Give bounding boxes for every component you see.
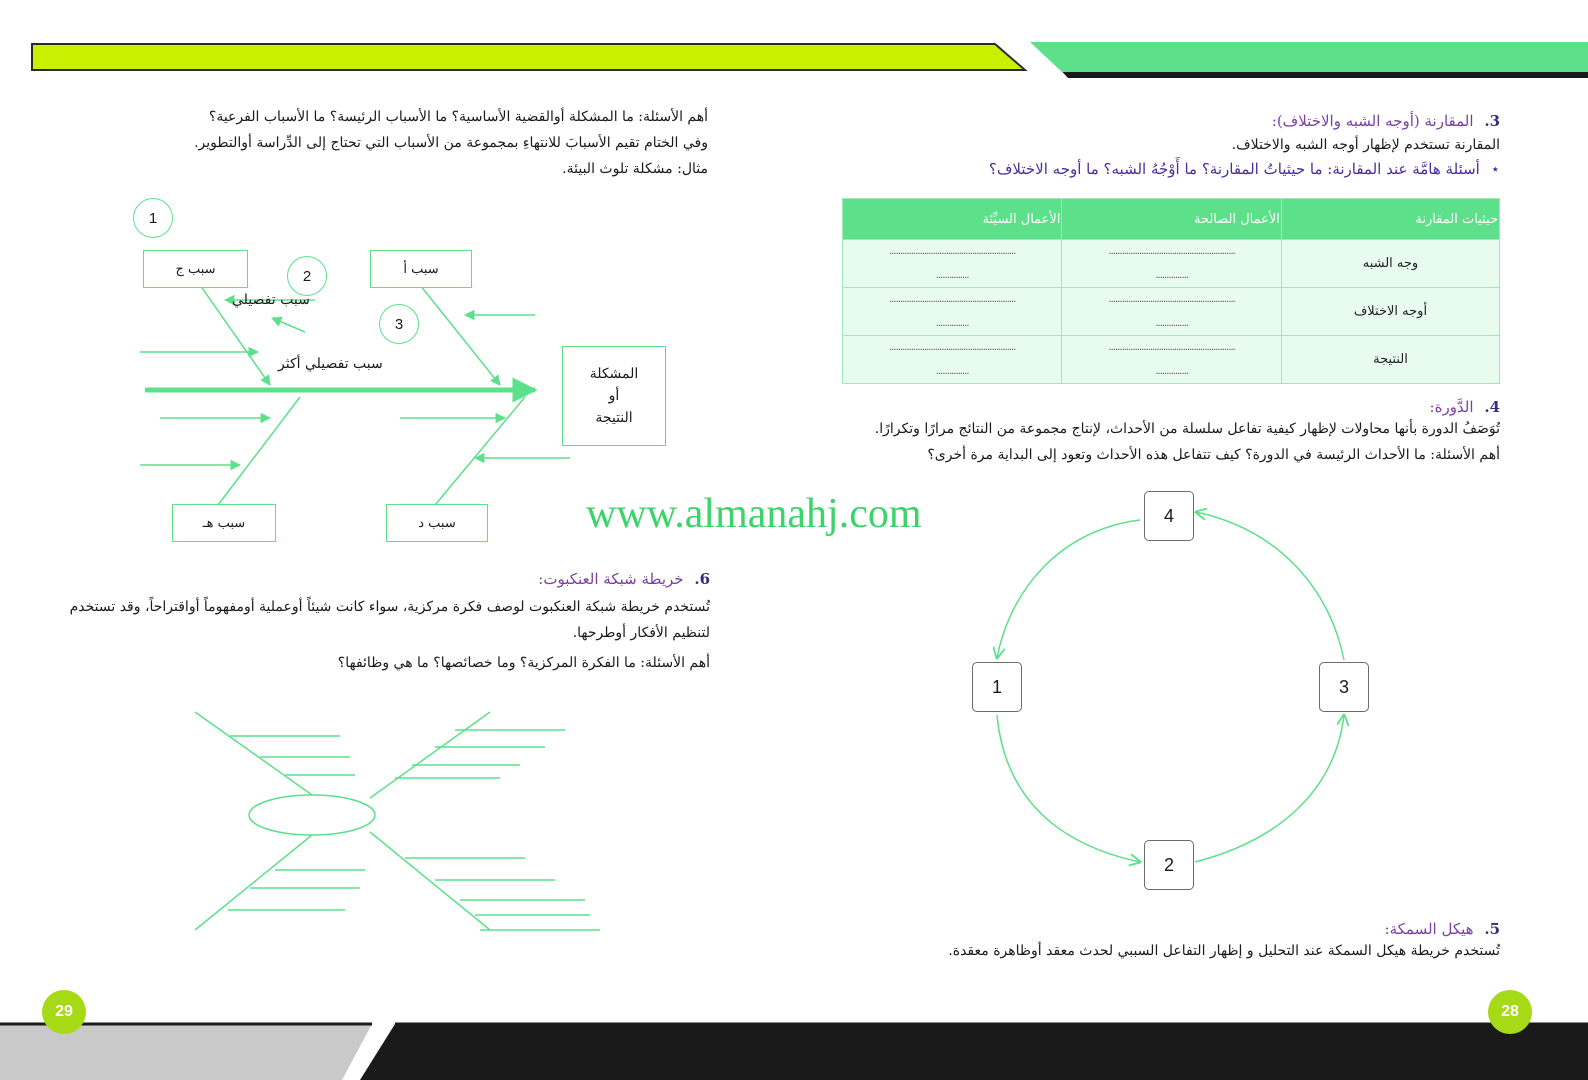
problem-line-1: المشكلة [589, 366, 639, 382]
fishbone-question: أهم الأسئلة: ما المشكلة أوالقضية الأساسية؟ ما الأسباب الرئيسة؟ ما الأسباب الفرعية؟ [208, 109, 708, 125]
answer-cell[interactable]: .......................................................... ............... [843, 240, 1062, 288]
table-header-bad-deeds: الأعمال السيِّئة [843, 199, 1062, 240]
spider-number: 6. [694, 570, 710, 588]
cause-e-box: سبب هـ [172, 504, 276, 542]
comparison-section [850, 112, 1500, 178]
problem-line-2: أو [608, 388, 620, 404]
comparison-number: 3. [1484, 112, 1500, 130]
fishbone-paragraph: وفي الختام تقيم الأسبابَ للانتهاءِ بمجموعة من الأسباب التي تحتاج إلى الدِّراسة أوالتطوير. [194, 135, 708, 151]
fish-skeleton-number: 5. [1484, 920, 1500, 938]
table-row [843, 288, 1500, 336]
fishbone-example: مثال: مشكلة تلوث البيئة. [562, 161, 708, 177]
fish-skeleton-heading [840, 920, 1500, 938]
comparison-question [850, 160, 1500, 178]
fish-skeleton-section [840, 920, 1500, 964]
answer-cell[interactable]: .......................................................... ............... [1062, 336, 1281, 384]
cycle-question: أهم الأسئلة: ما الأحداث الرئيسة في الدورة؟ كيف تتفاعل هذه الأحداث وتعود إلى البداية مرة أخرى؟ [927, 447, 1500, 463]
comparison-question-text: أسئلة هامَّة عند المقارنة: ما حيثياتُ المقارنة؟ ما أَوْجُهُ الشبه؟ ما أوجه الاختلاف؟ [988, 160, 1480, 178]
cycle-section [840, 398, 1500, 468]
detail-cause-label: سبب تفصيلي [232, 292, 310, 308]
row-label-differences: أوجه الاختلاف [1281, 288, 1499, 336]
problem-line-3: النتيجة [595, 410, 633, 426]
table-header-aspects: حيثيات المقارنة [1281, 199, 1499, 240]
cycle-step-2: 2 [1144, 840, 1194, 890]
answer-cell[interactable]: .......................................................... ............... [843, 288, 1062, 336]
fishbone-number-2: 2 [287, 256, 327, 296]
answer-cell[interactable]: .......................................................... ............... [1062, 240, 1281, 288]
spider-heading [60, 570, 710, 588]
cycle-number: 4. [1484, 398, 1500, 416]
cycle-paragraph: تُوَصَفُ الدورة بأنها محاولات لإظهار كيفية تفاعل سلسلة من الأحداث، لإنتاج مجموعة من النتائج مرارًا وتكرارًا. [874, 421, 1500, 437]
cause-d-box: سبب د [386, 504, 488, 542]
more-detail-cause-label: سبب تفصيلي أكثر [278, 356, 383, 372]
spider-paragraph-2: لتنظيم الأفكار أوطرحها. [572, 625, 710, 641]
cycle-heading [840, 398, 1500, 416]
spider-paragraph-1: تُستخدم خريطة شبكة العنكبوت لوصف فكرة مركزية، سواء كانت شيئاً أوعملية أومفهوماً أواقتراحاً، وقد تستخدم [69, 599, 710, 615]
comparison-table [842, 198, 1500, 384]
comparison-title: المقارنة (أوجه الشبه والاختلاف): [1271, 112, 1474, 130]
watermark: www.almanahj.com [586, 491, 922, 537]
spider-diagram [190, 700, 610, 940]
cycle-step-4: 4 [1144, 491, 1194, 541]
page-number-right: 28 [1488, 990, 1532, 1034]
table-header-row [843, 199, 1500, 240]
spider-section [60, 570, 710, 676]
answer-cell[interactable]: .......................................................... ............... [1062, 288, 1281, 336]
cause-a-box: سبب أ [370, 250, 472, 288]
header-bars [0, 0, 1588, 90]
star-icon: ⋆ [1490, 160, 1500, 178]
spider-title: خريطة شبكة العنكبوت: [538, 570, 684, 588]
row-label-result: النتيجة [1281, 336, 1499, 384]
cause-c-box: سبب ج [143, 250, 248, 288]
fish-skeleton-paragraph: تُستخدم خريطة هيكل السمكة عند التحليل و إظهار التفاعل السببي لحدث معقد أوظاهرة معقدة. [948, 943, 1500, 959]
table-row [843, 336, 1500, 384]
answer-cell[interactable]: .......................................................... ............... [843, 336, 1062, 384]
page-number-left: 29 [42, 990, 86, 1034]
problem-box [562, 346, 666, 446]
cycle-step-1: 1 [972, 662, 1022, 712]
table-row [843, 240, 1500, 288]
fishbone-number-1: 1 [133, 198, 173, 238]
spider-question: أهم الأسئلة: ما الفكرة المركزية؟ وما خصائصها؟ ما هي وظائفها؟ [337, 655, 710, 671]
comparison-paragraph: المقارنة تستخدم لإظهار أوجه الشبه والاختلاف. [1231, 137, 1500, 153]
table-header-good-deeds: الأعمال الصالحة [1062, 199, 1281, 240]
fishbone-intro [120, 104, 708, 182]
cycle-title: الدَّورة: [1429, 398, 1474, 416]
footer-bars [0, 1010, 1588, 1080]
fish-skeleton-title: هيكل السمكة: [1384, 920, 1474, 938]
fishbone-number-3: 3 [379, 304, 419, 344]
row-label-similarity: وجه الشبه [1281, 240, 1499, 288]
comparison-heading [850, 112, 1500, 130]
cycle-step-3: 3 [1319, 662, 1369, 712]
